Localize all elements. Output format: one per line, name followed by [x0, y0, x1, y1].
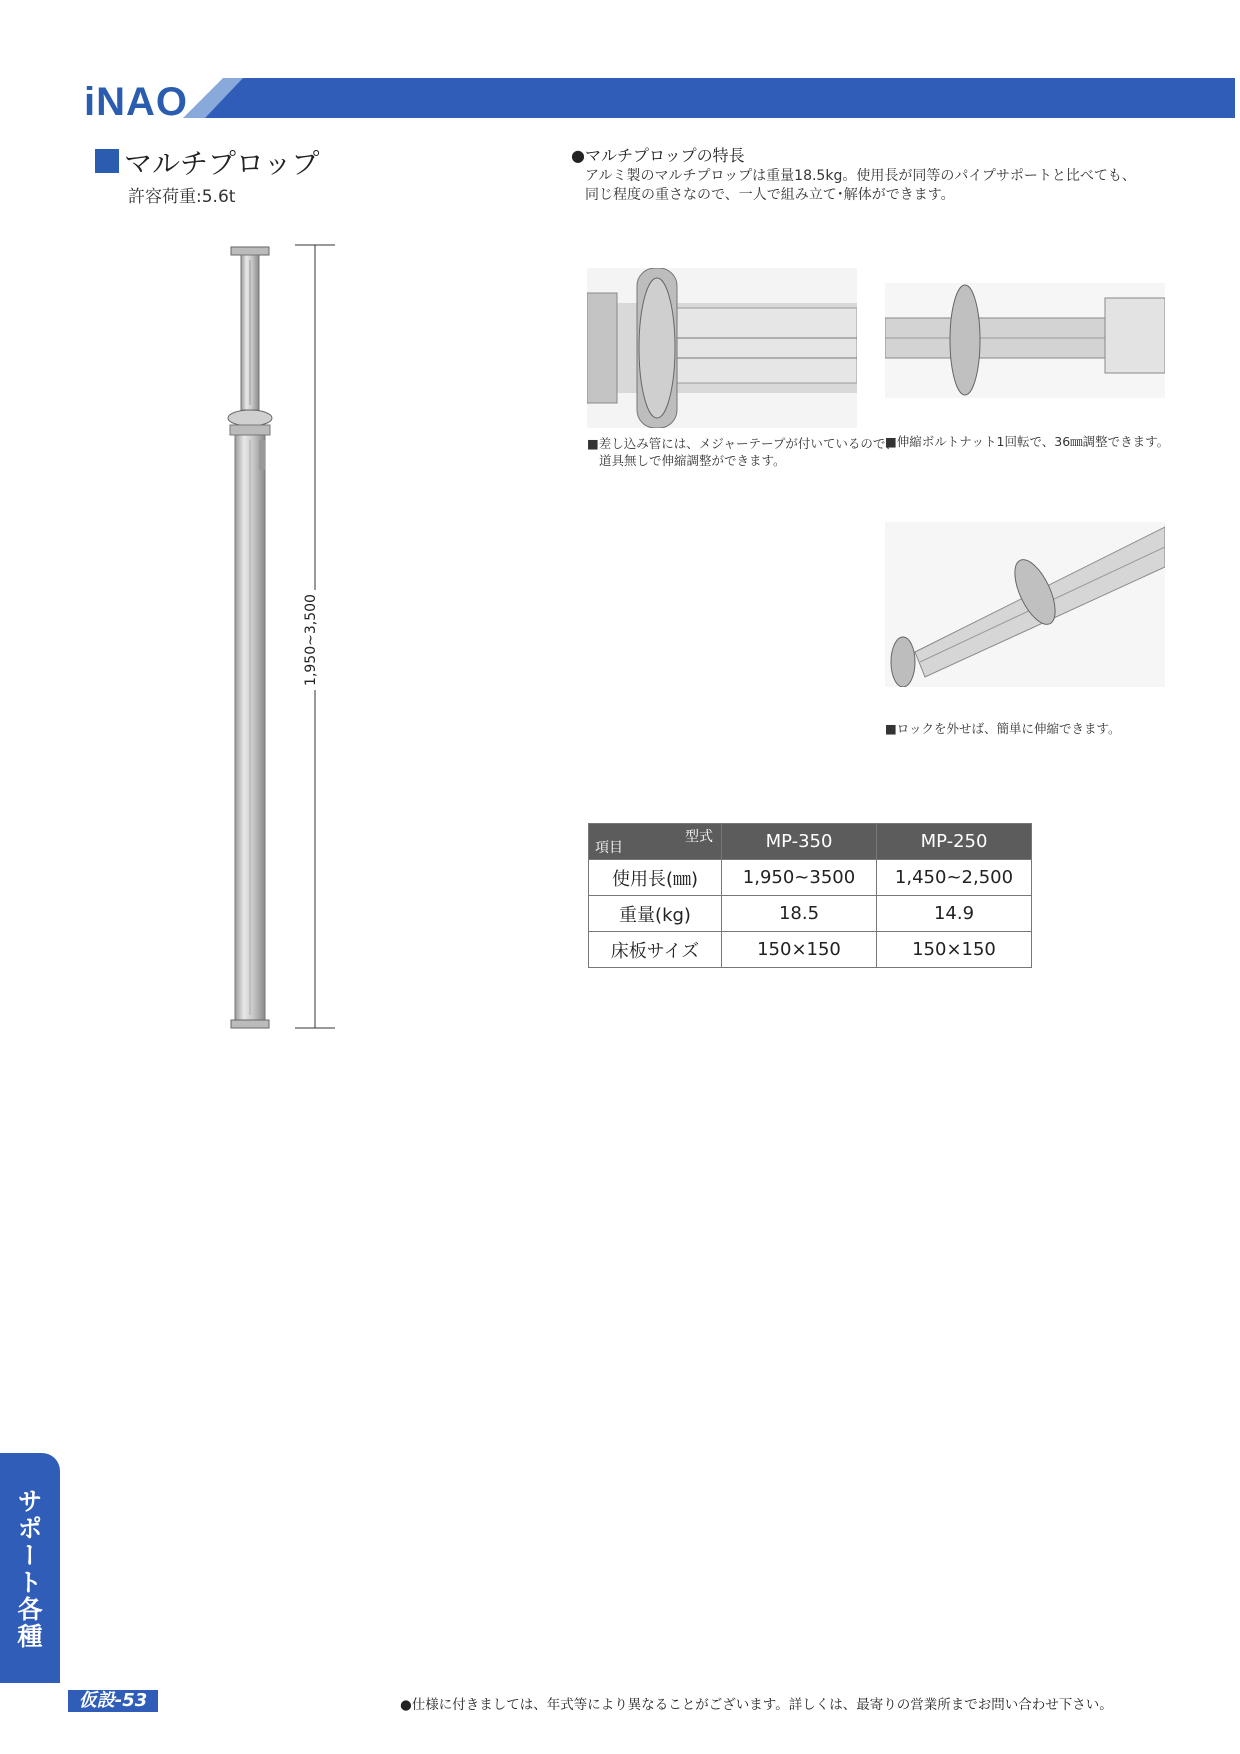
- table-row: [589, 896, 1032, 932]
- row-label: 床板サイズ: [589, 932, 722, 968]
- table-header-row: [589, 824, 1032, 860]
- product-drawing: [225, 240, 350, 1040]
- prop-illustration: [228, 247, 272, 1028]
- photo-caption: ■伸縮ボルトナット1回転で、36㎜調整できます。: [885, 434, 1170, 449]
- photo-caption: ■差し込み管には、メジャーテープが付いているので、 道具無しで伸縮調整ができます。: [587, 436, 898, 468]
- model-header: MP-250: [877, 824, 1032, 860]
- table-row: [589, 860, 1032, 896]
- photo-adjustment-nut: [885, 283, 1165, 398]
- dimension-label: 1,950~3,500: [303, 594, 319, 686]
- table-cell: 150×150: [722, 932, 877, 968]
- photo-lock-release: [885, 522, 1165, 687]
- table-cell: 1,950~3500: [722, 860, 877, 896]
- table-cell: 14.9: [877, 896, 1032, 932]
- model-header: MP-350: [722, 824, 877, 860]
- row-label: 重量(kg): [589, 896, 722, 932]
- page-number-badge: 仮設-53: [68, 1690, 158, 1712]
- page-title: マルチプロップ: [124, 147, 320, 180]
- photo-caption: ■ロックを外せば、簡単に伸縮できます。: [885, 721, 1121, 736]
- table-cell: 1,450~2,500: [877, 860, 1032, 896]
- row-label: 使用長(㎜): [589, 860, 722, 896]
- table-row: [589, 932, 1032, 968]
- table-cell: 18.5: [722, 896, 877, 932]
- corner-label-item: 項目: [595, 840, 623, 856]
- header-band: [205, 78, 1235, 118]
- photo-measuring-tape: [587, 268, 857, 428]
- features-line: 同じ程度の重さなので、一人で組み立て･解体ができます。: [585, 187, 955, 203]
- company-logo: iNAO: [84, 80, 188, 124]
- table-cell: 150×150: [877, 932, 1032, 968]
- corner-label-model: 型式: [685, 829, 713, 845]
- title-bullet-square: [95, 149, 119, 173]
- table-corner-cell: [589, 824, 722, 860]
- features-line: アルミ製のマルチプロップは重量18.5kg。使用長が同等のパイプサポートと比べても、: [585, 168, 1136, 184]
- features-heading: ●マルチプロップの特長: [571, 146, 745, 165]
- footer-note: ●仕様に付きましては、年式等により異なることがございます。詳しくは、最寄りの営業所までお問い合わせ下さい。: [400, 1697, 1113, 1713]
- spec-table: [588, 823, 1032, 968]
- allowable-load: 許容荷重:5.6t: [128, 187, 236, 207]
- section-side-tab-label: サポート各種: [14, 1488, 43, 1650]
